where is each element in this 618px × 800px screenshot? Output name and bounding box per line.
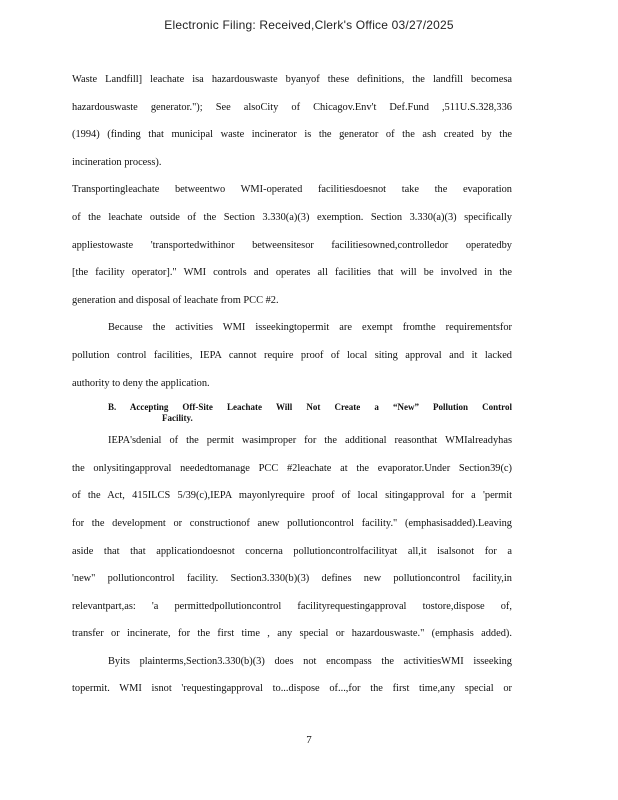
text-line: aside that that applicationdoesnot concerna pollutioncontrolfacilityat all,it isalsonot for a	[72, 545, 512, 557]
text-line: pollution control facilities, IEPA cannot require proof of local siting approval and it lacked	[72, 349, 512, 361]
text-line: hazardouswaste generator."); See alsoCity of Chicagov.Env't Def.Fund ,511U.S.328,336	[72, 101, 512, 113]
text-line: Byits plainterms,Section3.330(b)(3) does not encompass the activitiesWMI isseeking	[108, 655, 512, 667]
page-number: 7	[306, 734, 312, 746]
text-line: for the development or constructionof anew pollutioncontrol facility." (emphasisadded).Leaving	[72, 517, 512, 529]
text-line: Because the activities WMI isseekingtopermit are exempt fromthe requirementsfor	[108, 322, 512, 334]
text-line: relevantpart,as: 'a permittedpollutioncontrol facilityrequestingapproval tostore,dispose of,	[72, 600, 512, 612]
text-line: the onlysitingapproval neededtomanage PCC #2leachate at the evaporator.Under Section39(c)	[72, 462, 512, 474]
section-heading: B. Accepting Off-Site Leachate Will Not Create a “New” Pollution Control	[108, 402, 512, 413]
text-line: transfer or incinerate, for the first time , any special or hazardouswaste." (emphasis added).	[72, 628, 512, 640]
text-line: topermit. WMI isnot 'requestingapproval to...dispose of...,for the first time,any special or	[72, 683, 512, 695]
section-heading-continued: Facility.	[162, 413, 193, 424]
text-line: (1994) (finding that municipal waste incinerator is the generator of the ash created by the	[72, 129, 512, 141]
text-line: Waste Landfill] leachate isa hazardouswaste byanyof these definitions, the landfill becomesa	[72, 74, 512, 85]
text-line: authority to deny the application.	[72, 377, 210, 389]
text-line: of the leachate outside of the Section 3.330(a)(3) exemption. Section 3.330(a)(3) specifically	[72, 211, 512, 223]
text-line: 'new" pollutioncontrol facility. Section3.330(b)(3) defines new pollutioncontrol facility,in	[72, 573, 512, 585]
text-line: appliestowaste 'transportedwithinor betweensitesor facilitiesowned,controlledor operatedby	[72, 239, 512, 251]
body-text	[72, 70, 512, 707]
text-line: IEPA'sdenial of the permit wasimproper for the additional reasonthat WMIalreadyhas	[108, 435, 512, 447]
text-line: [the facility operator]." WMI controls and operates all facilities that will be involved in the	[72, 267, 512, 279]
text-line: Transportingleachate betweentwo WMI-operated facilitiesdoesnot take the evaporation	[72, 184, 512, 196]
text-line: generation and disposal of leachate from PCC #2.	[72, 294, 279, 306]
filing-header: Electronic Filing: Received,Clerk's Office 03/27/2025	[164, 18, 454, 32]
text-line: incineration process).	[72, 156, 162, 168]
text-line: of the Act, 415ILCS 5/39(c),IEPA mayonlyrequire proof of local sitingapproval for a 'permit	[72, 490, 512, 502]
